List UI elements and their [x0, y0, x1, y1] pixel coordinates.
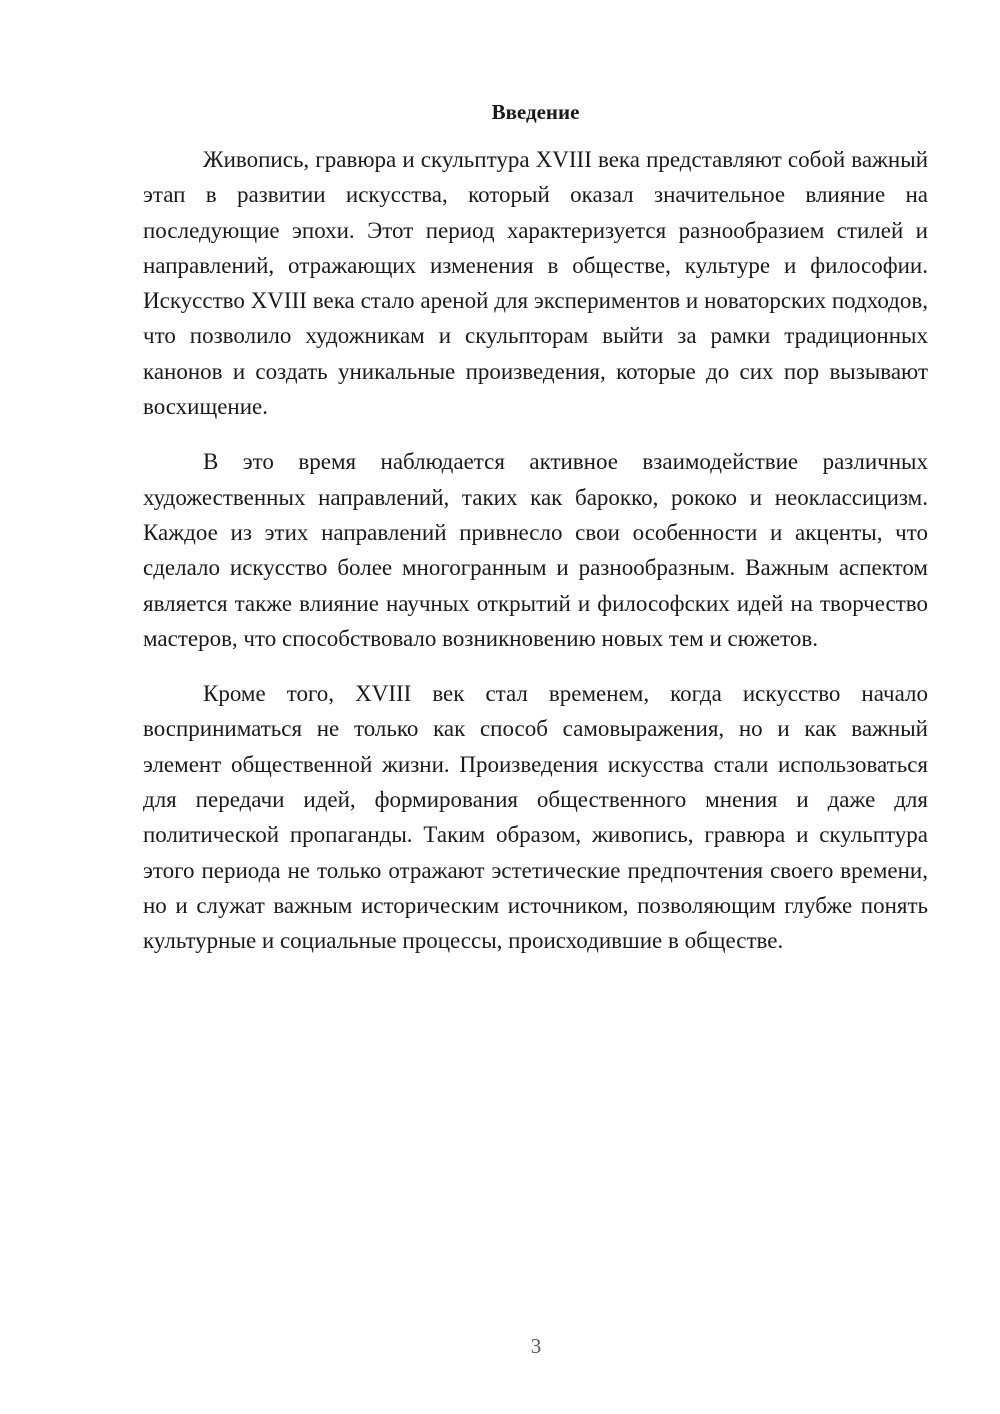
paragraph-1: Живопись, гравюра и скульптура XVIII века представляют собой важный этап в развитии искусства, который оказал значительное влияние на последующие эпохи. Этот период характеризуется разнообразием стилей и направлений, отражающих изменения в обществе, культуре и философии. Искусство XVIII века стало ареной для экспериментов и новаторских подходов, что позволило художникам и скульпторам выйти за рамки традиционных канонов и создать уникальные произведения, которые до сих пор вызывают восхищение.	[143, 147, 928, 420]
paragraph-3: Кроме того, XVIII век стал временем, когда искусство начало восприниматься не только как способ самовыражения, но и как важный элемент общественной жизни. Произведения искусства стали использоваться для передачи идей, формирования общественного мнения и даже для политической пропаганды. Таким образом, живопись, гравюра и скульптура этого периода не только отражают эстетические предпочтения своего времени, но и служат важным историческим источником, позволяющим глубже понять культурные и социальные процессы, происходившие в обществе.	[143, 681, 928, 954]
page-title: Введение	[491, 100, 580, 124]
paragraph-2: В это время наблюдается активное взаимодействие различных художественных направлений, таких как барокко, рококо и неоклассицизм. Каждое из этих направлений привнесло свои особенности и акценты, что сделало искусство более многогранным и разнообразным. Важным аспектом является также влияние научных открытий и философских идей на творчество мастеров, что способствовало возникновению новых тем и сюжетов.	[143, 449, 928, 651]
body-text	[143, 142, 928, 959]
page-number: 3	[530, 1334, 542, 1358]
